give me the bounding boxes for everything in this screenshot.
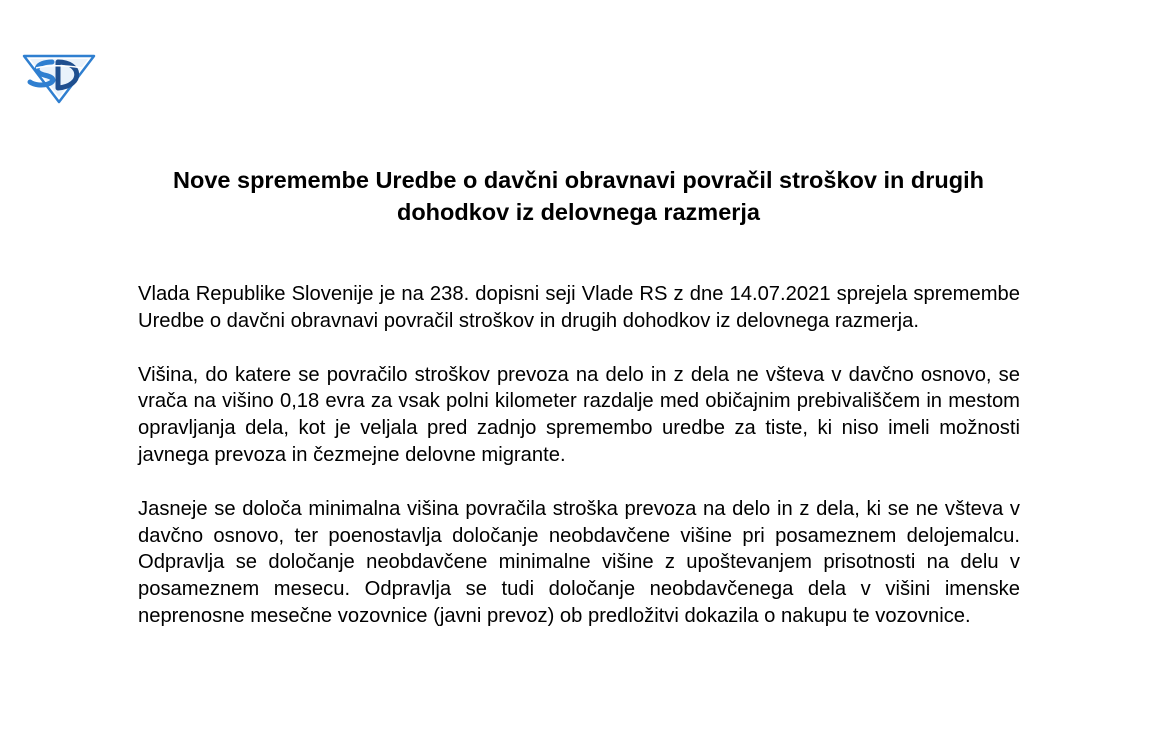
paragraph: Višina, do katere se povračilo stroškov prevoza na delo in z dela ne všteva v davčno osnovo, se vrača na višino 0,18 evra za vsak polni kilometer razdalje med običajnim prebivališčem in mestom opravljanja dela, kot je veljala pred zadnjo spremembo uredbe za tiste, ki niso imeli možnosti javnega prevoza in čezmejne delovne migrante.	[138, 363, 1020, 466]
paragraph: Jasneje se določa minimalna višina povračila stroška prevoza na delo in z dela, ki se ne všteva v davčno osnovo, ter poenostavlja določanje neobdavčene višine pri posameznem delojemalcu. Odpravlja se določanje neobdavčene minimalne višine z upoštevanjem prisotnosti na delu v posameznem mesecu. Odpravlja se tudi določanje neobdavčenega dela v višini imenske neprenosne mesečne vozovnice (javni prevoz) ob predložitvi dokazila o nakupu te vozovnice.	[138, 497, 1020, 627]
document-title: Nove spremembe Uredbe o davčni obravnavi povračil stroškov in drugih dohodkov iz delovnega razmerja	[173, 167, 984, 225]
paragraph: Vlada Republike Slovenije je na 238. dopisni seji Vlade RS z dne 14.07.2021 sprejela spremembe Uredbe o davčni obravnavi povračil stroškov in drugih dohodkov iz delovnega razmerja.	[138, 283, 1020, 332]
document-body	[138, 281, 1020, 657]
company-logo-icon	[22, 48, 96, 104]
